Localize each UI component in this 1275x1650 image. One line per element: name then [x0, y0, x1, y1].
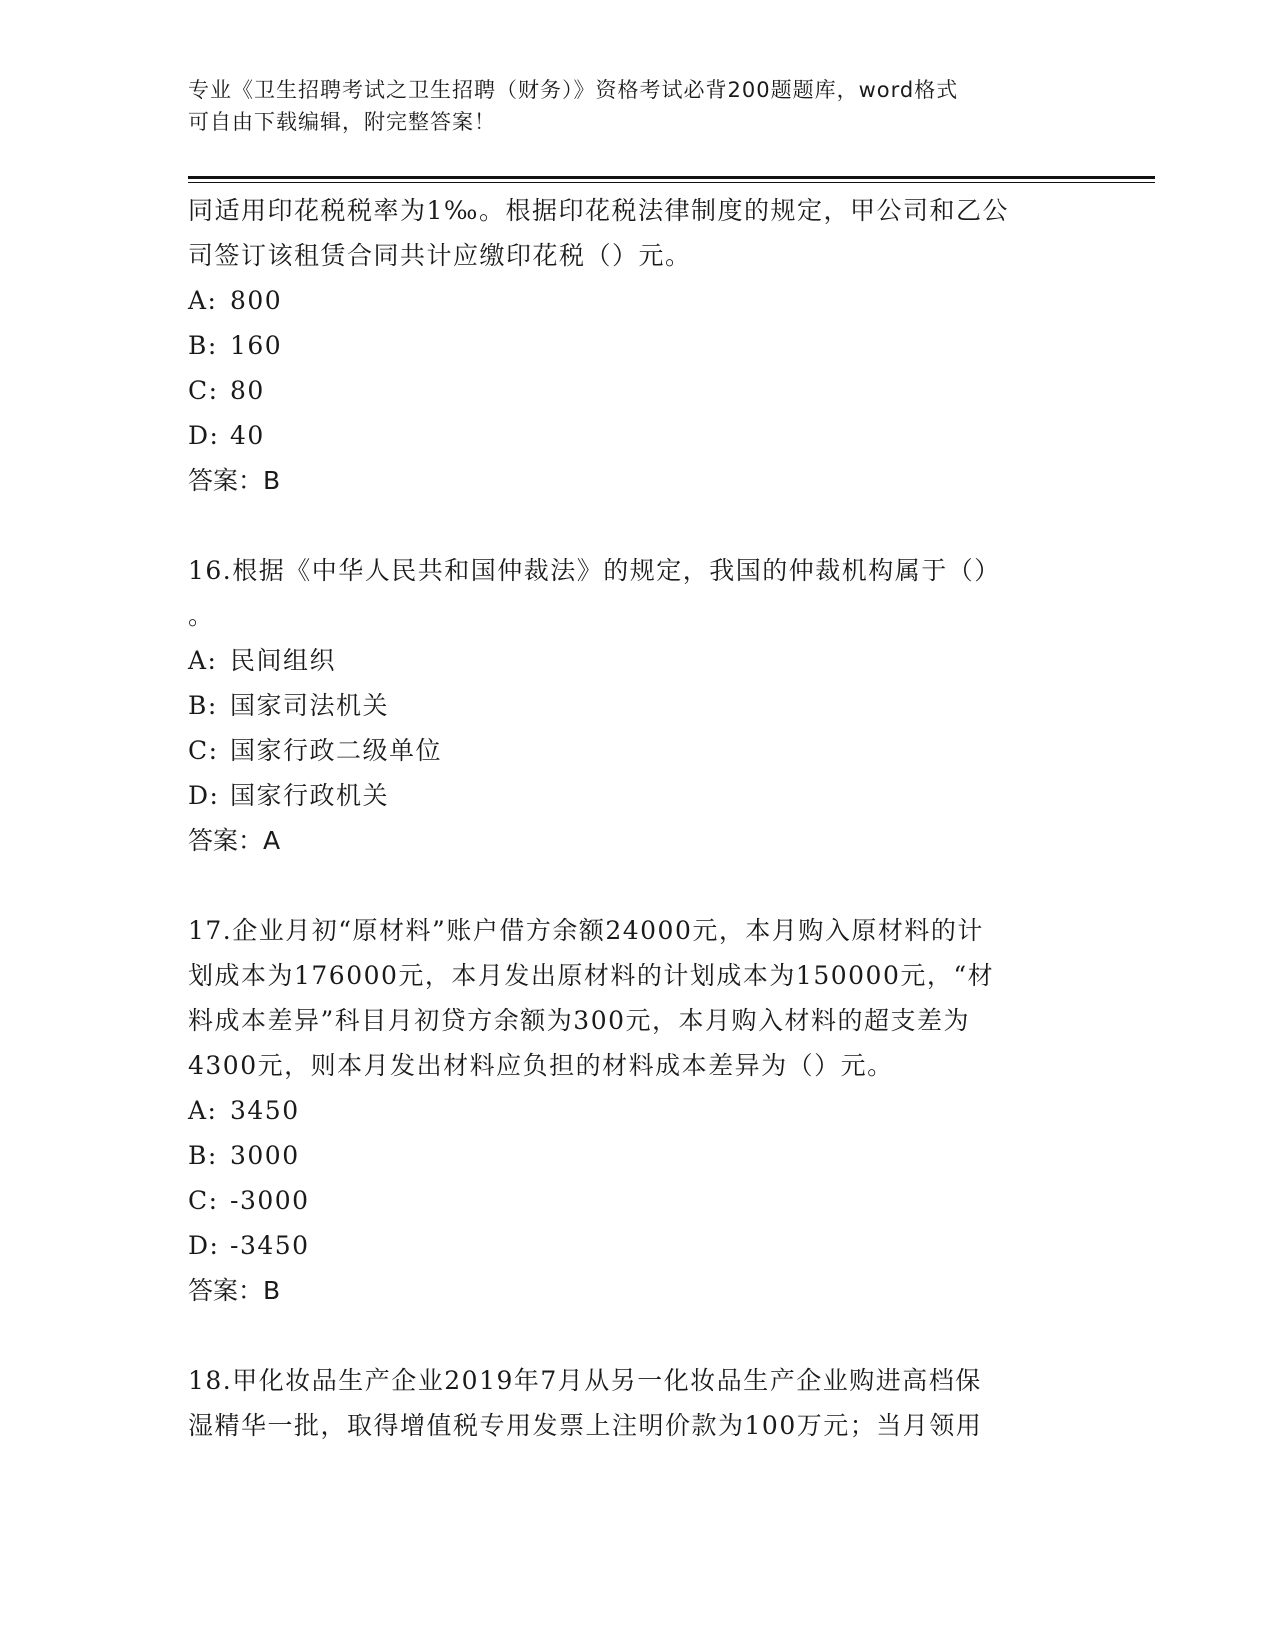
header-rule-thin [188, 182, 1155, 183]
question-text-line: 料成本差异”科目月初贷方余额为300元，本月购入材料的超支差为 [188, 1006, 971, 1035]
answer-text: 答案：B [188, 466, 281, 495]
option-text: 3000 [230, 1141, 300, 1170]
option-text: 国家行政机关 [230, 781, 390, 810]
answer-text: 答案：A [188, 826, 281, 855]
question-18 [188, 1358, 1088, 1448]
option-label: A: [188, 1096, 218, 1125]
option-b [188, 683, 1088, 728]
header-rule-thick [188, 176, 1155, 179]
option-text: 160 [230, 331, 283, 360]
spacer [188, 863, 1088, 908]
option-label: B: [188, 1141, 218, 1170]
question-text-line: 同适用印花税税率为1‰。根据印花税法律制度的规定，甲公司和乙公 [188, 196, 1009, 225]
option-c [188, 1178, 1088, 1223]
question-15 [188, 188, 1088, 503]
spacer [188, 1313, 1088, 1358]
option-label: C: [188, 376, 219, 405]
document-header [188, 74, 1068, 138]
option-label: A: [188, 646, 218, 675]
question-content [188, 188, 1088, 1448]
option-label: D: [188, 781, 220, 810]
question-17 [188, 908, 1088, 1313]
option-a [188, 1088, 1088, 1133]
option-d [188, 773, 1088, 818]
option-c [188, 728, 1088, 773]
question-text-line: 司签订该租赁合同共计应缴印花税（）元。 [188, 241, 692, 270]
option-text: -3000 [230, 1186, 310, 1215]
option-label: D: [188, 421, 220, 450]
question-text-line: 17.企业月初“原材料”账户借方余额24000元，本月购入原材料的计 [188, 916, 984, 945]
question-text-line: 18.甲化妆品生产企业2019年7月从另一化妆品生产企业购进高档保 [188, 1366, 982, 1395]
spacer [188, 503, 1088, 548]
option-text: 3450 [230, 1096, 300, 1125]
option-a [188, 638, 1088, 683]
option-text: 民间组织 [230, 646, 337, 675]
question-text-line: 。 [188, 601, 215, 630]
option-text: 80 [230, 376, 265, 405]
option-d [188, 413, 1088, 458]
question-text-line: 16.根据《中华人民共和国仲裁法》的规定，我国的仲裁机构属于（） [188, 556, 1001, 585]
option-label: C: [188, 1186, 219, 1215]
question-text-line: 4300元，则本月发出材料应负担的材料成本差异为（）元。 [188, 1051, 894, 1080]
header-line-2: 可自由下载编辑，附完整答案！ [188, 110, 496, 134]
option-text: 40 [230, 421, 265, 450]
option-d [188, 1223, 1088, 1268]
question-16 [188, 548, 1088, 863]
option-text: 国家行政二级单位 [230, 736, 443, 765]
option-a [188, 278, 1088, 323]
answer-text: 答案：B [188, 1276, 281, 1305]
option-b [188, 1133, 1088, 1178]
option-label: B: [188, 691, 218, 720]
option-text: -3450 [230, 1231, 310, 1260]
header-line-1: 专业《卫生招聘考试之卫生招聘（财务）》资格考试必背200题题库，word格式 [188, 78, 959, 102]
option-label: B: [188, 331, 218, 360]
option-label: D: [188, 1231, 220, 1260]
option-label: C: [188, 736, 219, 765]
option-text: 国家司法机关 [230, 691, 390, 720]
option-label: A: [188, 286, 218, 315]
option-text: 800 [230, 286, 283, 315]
question-text-line: 划成本为176000元，本月发出原材料的计划成本为150000元，“材 [188, 961, 995, 990]
option-b [188, 323, 1088, 368]
option-c [188, 368, 1088, 413]
question-text-line: 湿精华一批，取得增值税专用发票上注明价款为100万元；当月领用 [188, 1411, 983, 1440]
